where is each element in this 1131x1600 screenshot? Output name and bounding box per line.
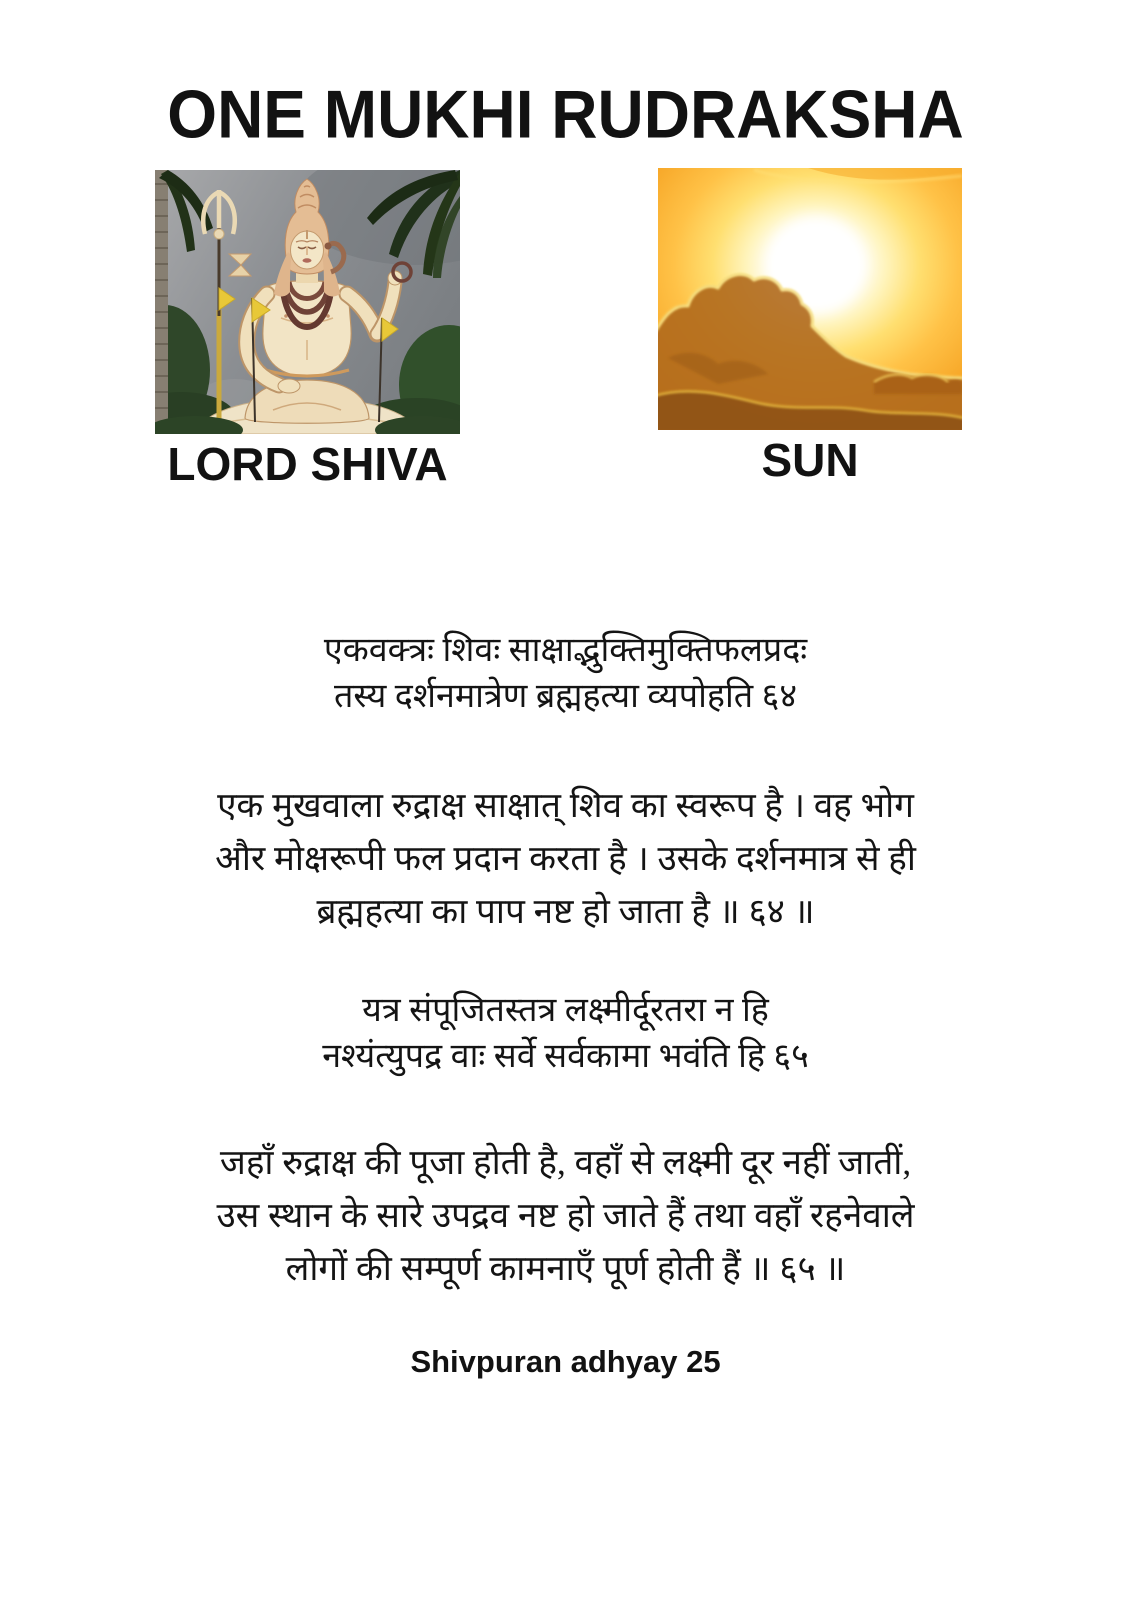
shloka-64 [0,628,1131,720]
meaning-65-line-1: जहाँ रुद्राक्ष की पूजा होती है, वहाँ से लक्ष्मी दूर नहीं जातीं, [219,1143,912,1182]
lord-shiva-caption: LORD SHIVA [167,438,448,490]
figure-sun [658,168,962,486]
source-reference: Shivpuran adhyay 25 [410,1344,721,1379]
meaning-65-line-3: लोगों की सम्पूर्ण कामनाएँ पूर्ण होती हैं ॥ ६५ ॥ [285,1249,846,1288]
shloka-64-line-1: एकवक्त्रः शिवः साक्षाद्भुक्तिमुक्तिफलप्रदः [323,632,808,669]
sun-sky-illustration [658,168,962,430]
meaning-65 [0,1136,1131,1295]
lord-shiva-statue-image [155,170,460,434]
shloka-65-line-2: नश्यंत्युपद्र वाः सर्वे सर्वकामा भवंति हि ६५ [322,1038,809,1075]
meaning-64-line-1: एक मुखवाला रुद्राक्ष साक्षात् शिव का स्वरूप है । वह भोग [217,786,914,825]
meaning-65-line-2: उस स्थान के सारे उपद्रव नष्ट हो जाते हैं तथा वहाँ रहनेवाले [216,1196,915,1235]
meaning-64-line-2: और मोक्षरूपी फल प्रदान करता है । उसके दर्शनमात्र से ही [215,839,916,878]
meaning-64 [0,779,1131,938]
figure-lord-shiva [155,170,460,490]
sun-image [658,168,962,430]
shloka-65 [0,988,1131,1080]
shloka-65-line-1: यत्र संपूजितस्तत्र लक्ष्मीर्दूरतरा न हि [362,992,769,1029]
shloka-64-line-2: तस्य दर्शनमात्रेण ब्रह्महत्या व्यपोहति ६४ [333,678,797,715]
page-title: ONE MUKHI RUDRAKSHA [167,75,964,153]
meaning-64-line-3: ब्रह्महत्या का पाप नष्ट हो जाता है ॥ ६४ ॥ [316,892,815,931]
sun-caption: SUN [761,434,859,486]
lord-shiva-statue-illustration [155,170,460,434]
